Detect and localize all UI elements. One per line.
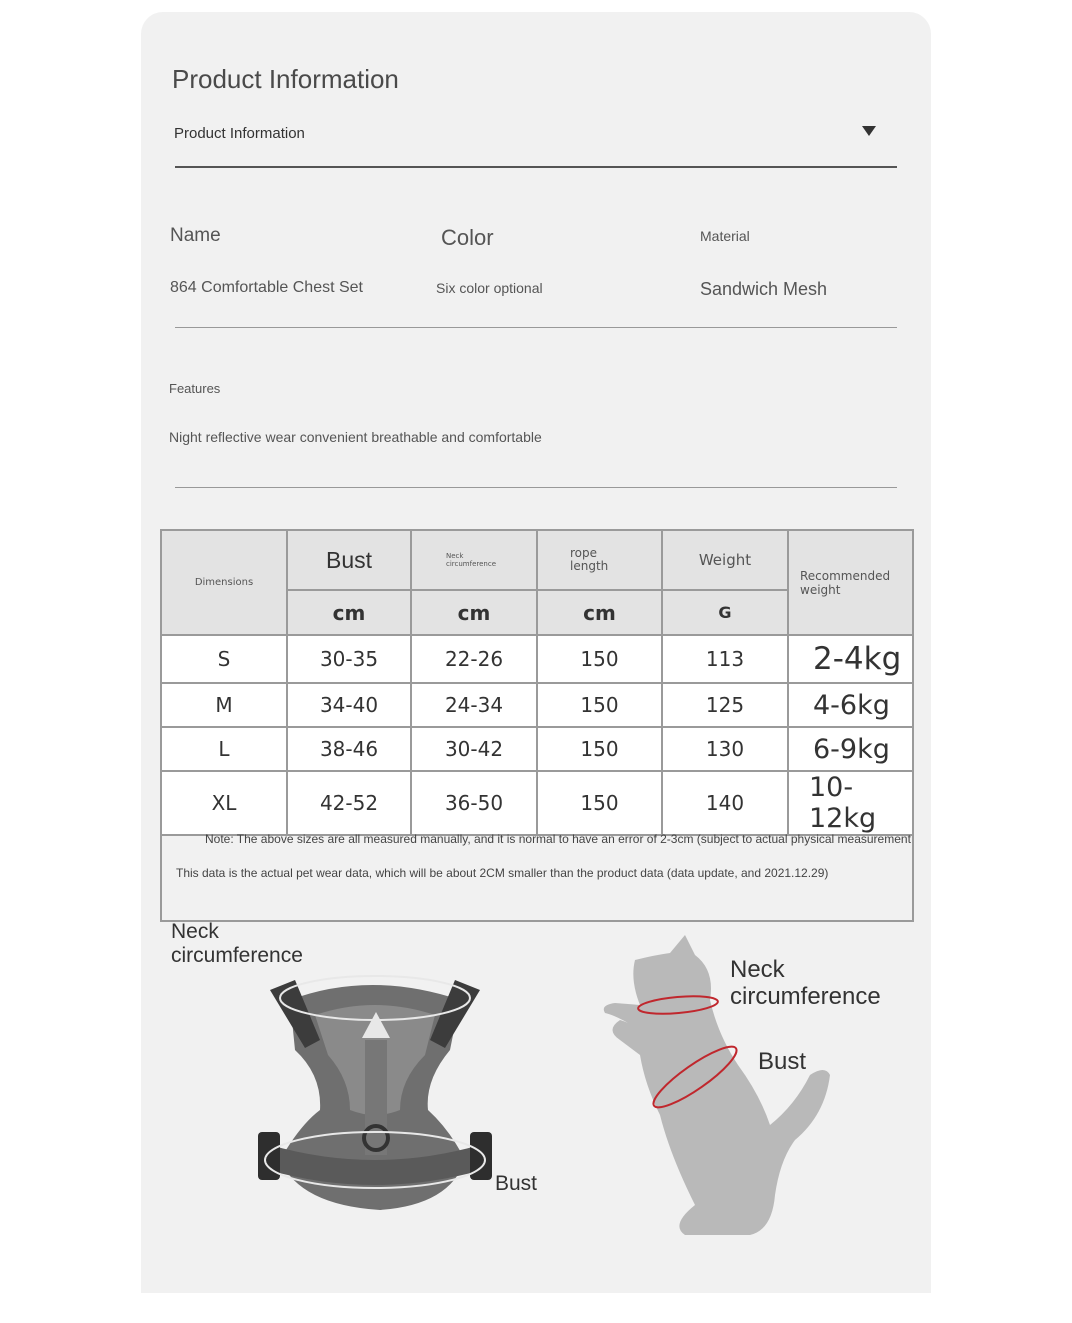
recommended-cell: 4-6kg (788, 683, 913, 727)
header-dimensions: Dimensions (161, 530, 287, 635)
header-neck: Neck circumference (446, 552, 497, 568)
header-weight: Weight (662, 530, 788, 590)
header-rope: rope length (570, 546, 609, 573)
dropdown-underline (175, 166, 897, 168)
rope-cell: 150 (537, 771, 662, 835)
unit-neck: cm (411, 590, 537, 635)
harness-neck-label: Neck circumference (171, 920, 303, 967)
weight-cell: 125 (662, 683, 788, 727)
color-value: Six color optional (436, 280, 543, 296)
header-recommended: Recommended weight (800, 568, 891, 597)
rope-cell: 150 (537, 727, 662, 771)
table-note-1: Note: The above sizes are all measured manually, and it is normal to have an error of 2-3cm (subject to actual physical measurement (205, 832, 911, 846)
table-row (161, 635, 913, 683)
bust-cell: 42-52 (287, 771, 411, 835)
table-row (161, 771, 913, 835)
recommended-cell: 10-12kg (788, 771, 913, 835)
cat-bust-label: Bust (758, 1048, 807, 1075)
table-row (161, 727, 913, 771)
weight-cell: 140 (662, 771, 788, 835)
size-cell: M (161, 683, 287, 727)
harness-illustration (250, 960, 500, 1230)
product-info-dropdown-label[interactable]: Product Information (174, 125, 305, 142)
divider (175, 487, 897, 488)
features-label: Features (169, 381, 221, 396)
recommended-cell: 6-9kg (788, 727, 913, 771)
size-cell: S (161, 635, 287, 683)
cat-neck-label: Neck circumference (730, 956, 881, 1010)
table-row (161, 683, 913, 727)
unit-weight: G (662, 590, 788, 635)
recommended-cell: 2-4kg (788, 635, 913, 683)
neck-cell: 30-42 (411, 727, 537, 771)
unit-bust: cm (287, 590, 411, 635)
chevron-down-icon[interactable] (862, 126, 876, 136)
neck-cell: 24-34 (411, 683, 537, 727)
rope-cell: 150 (537, 683, 662, 727)
weight-cell: 113 (662, 635, 788, 683)
name-label: Name (170, 225, 221, 246)
features-value: Night reflective wear convenient breathable and comfortable (169, 429, 542, 445)
material-value: Sandwich Mesh (700, 279, 828, 299)
page-title: Product Information (172, 64, 399, 94)
size-cell: XL (161, 771, 287, 835)
neck-cell: 22-26 (411, 635, 537, 683)
weight-cell: 130 (662, 727, 788, 771)
color-label: Color (441, 225, 494, 250)
unit-rope: cm (537, 590, 662, 635)
bust-cell: 34-40 (287, 683, 411, 727)
material-label: Material (700, 228, 750, 244)
divider (175, 327, 897, 328)
size-cell: L (161, 727, 287, 771)
bust-cell: 38-46 (287, 727, 411, 771)
header-bust: Bust (287, 530, 411, 590)
table-note-2: This data is the actual pet wear data, which will be about 2CM smaller than the product data (data update, and 2021.12.29) (176, 866, 829, 880)
neck-cell: 36-50 (411, 771, 537, 835)
rope-cell: 150 (537, 635, 662, 683)
name-value: 864 Comfortable Chest Set (170, 279, 363, 296)
bust-cell: 30-35 (287, 635, 411, 683)
size-table (160, 529, 914, 922)
harness-bust-label: Bust (495, 1172, 538, 1195)
